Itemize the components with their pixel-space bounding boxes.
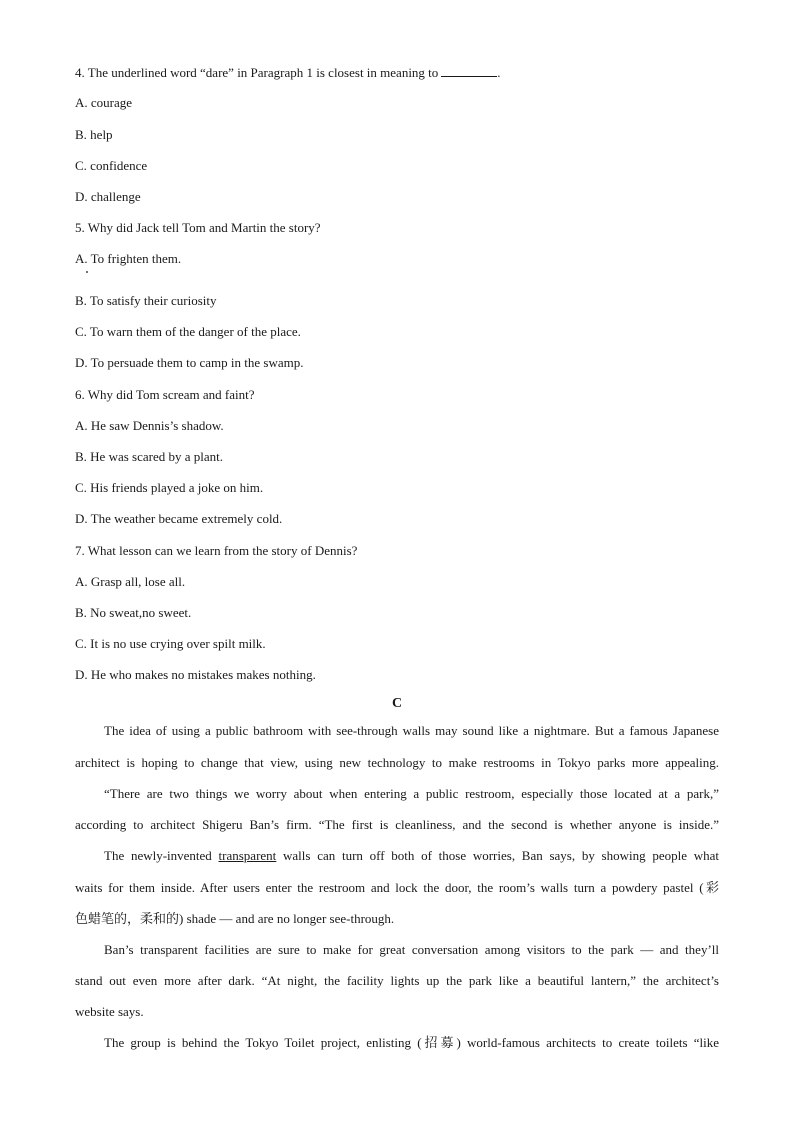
passage-p4-line-3: website says.: [75, 1004, 144, 1019]
passage-text: The newly-invented: [104, 848, 219, 863]
question-6-option-a: A. He saw Dennis’s shadow.: [75, 418, 224, 433]
passage-p3-line-2: waits for them inside. After users enter the restroom and lock the door, the room’s walls turn a powdery pastel (彩: [75, 880, 719, 895]
question-5-option-a: A. To frighten them.: [75, 251, 182, 266]
passage-p1-line-2: architect is hoping to change that view, using new technology to make restrooms in Tokyo parks more appealing.: [75, 755, 719, 770]
question-4-option-a: A. courage: [75, 95, 133, 110]
passage-p1-line-1: The idea of using a public bathroom with see-through walls may sound like a nightmare. But a famous Japanese: [104, 723, 719, 738]
question-6-option-b: B. He was scared by a plant.: [75, 449, 224, 464]
question-7-option-b: B. No sweat,no sweet.: [75, 605, 192, 620]
question-7-option-c: C. It is no use crying over spilt milk.: [75, 636, 266, 651]
passage-p2-line-1: “There are two things we worry about when entering a public restroom, especially those located at a park,”: [104, 786, 719, 801]
question-6-stem: 6. Why did Tom scream and faint?: [75, 387, 255, 402]
question-4-stem: [75, 64, 719, 81]
question-5-option-b: B. To satisfy their curiosity: [75, 293, 217, 308]
question-7-option-a: A. Grasp all, lose all.: [75, 574, 186, 589]
question-6-option-c: C. His friends played a joke on him.: [75, 480, 264, 495]
question-4-period: .: [497, 65, 501, 80]
passage-p4-line-2: stand out even more after dark. “At night, the facility lights up the park like a beautiful lantern,” the architect’s: [75, 973, 719, 988]
question-5-option-d: D. To persuade them to camp in the swamp.: [75, 355, 304, 370]
section-heading: C: [391, 696, 403, 711]
question-5-stem: 5. Why did Jack tell Tom and Martin the story?: [75, 220, 321, 235]
question-4-option-b: B. help: [75, 127, 113, 142]
passage-p3-line-1: [104, 848, 719, 864]
passage-p3-line-3: 色蜡笔的，柔和的) shade — and are no longer see-through.: [75, 911, 395, 926]
question-6-option-d: D. The weather became extremely cold.: [75, 511, 283, 526]
question-5-option-c: C. To warn them of the danger of the place.: [75, 324, 301, 339]
question-4-option-d: D. challenge: [75, 189, 141, 204]
passage-text: walls can turn off both of those worries, Ban says, by showing people what: [276, 848, 719, 863]
question-7-stem: 7. What lesson can we learn from the story of Dennis?: [75, 543, 358, 558]
question-7-option-d: D. He who makes no mistakes makes nothing.: [75, 667, 316, 682]
question-4-option-c: C. confidence: [75, 158, 148, 173]
passage-p5-line-1: The group is behind the Tokyo Toilet project, enlisting (招募) world-famous architects to create toilets “like: [104, 1035, 719, 1050]
stray-dot: [86, 271, 88, 273]
underlined-word: transparent: [218, 848, 277, 863]
answer-blank: [441, 64, 497, 77]
passage-p4-line-1: Ban’s transparent facilities are sure to make for great conversation among visitors to the park — and they’ll: [104, 942, 719, 957]
passage-p2-line-2: according to architect Shigeru Ban’s firm. “The first is cleanliness, and the second is whether anyone is inside.”: [75, 817, 719, 832]
question-4-text: 4. The underlined word “dare” in Paragraph 1 is closest in meaning to: [75, 65, 439, 80]
